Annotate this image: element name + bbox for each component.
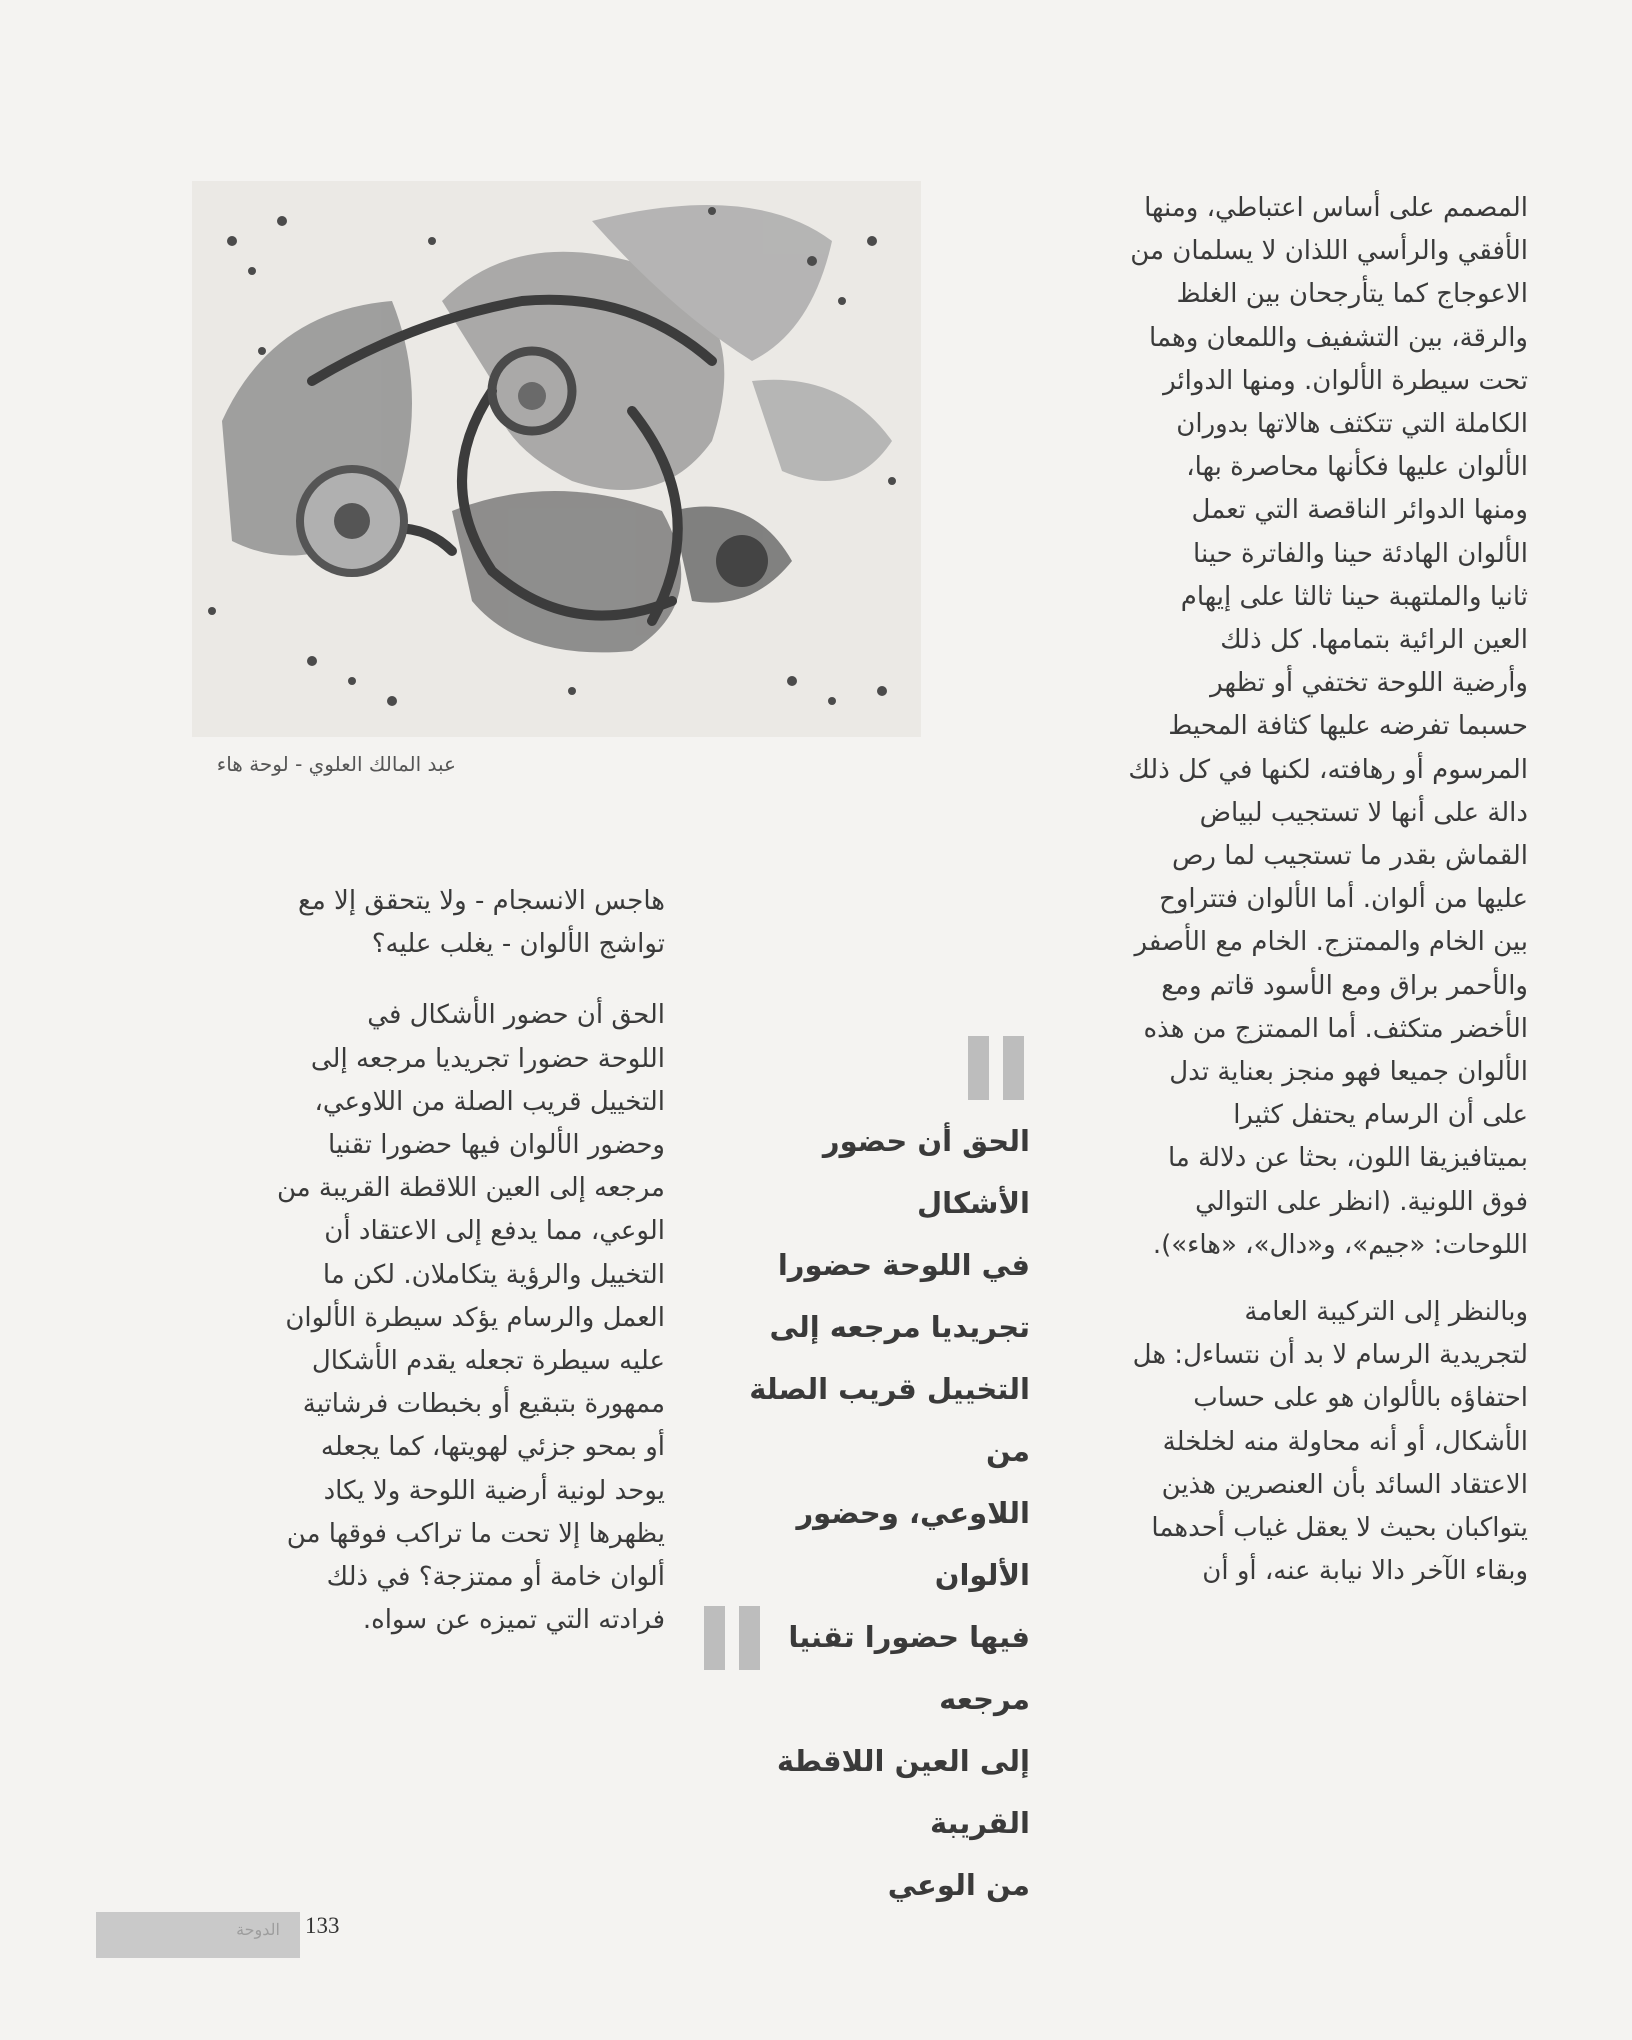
- right-column-p1-line: بميتافيزيقا اللون، بحثا عن دلالة ما: [1167, 1143, 1528, 1174]
- pull-quote-line: إلى العين اللاقطة القريبة: [776, 1744, 1030, 1840]
- left-column-p2-line: يوحد لونية أرضية اللوحة ولا يكاد: [323, 1475, 665, 1506]
- left-column-p2-line: عليه سيطرة تجعله يقدم الأشكال: [311, 1346, 665, 1377]
- right-column-p1-line: ومنها الدوائر الناقصة التي تعمل: [1191, 495, 1528, 526]
- right-paragraph-2: [1050, 1291, 1528, 1593]
- right-column-p1-line: والرقة، بين التشفيف واللمعان وهما: [1149, 322, 1528, 353]
- right-column-p1-line: المصمم على أساس اعتباطي، ومنها: [1144, 193, 1528, 223]
- left-paragraph-2: [195, 994, 665, 1642]
- right-paragraph-1: [1050, 187, 1528, 1267]
- right-column-p1-line: الأخضر متكثف. أما الممتزج من هذه: [1143, 1013, 1528, 1044]
- right-column-p1-line: الألوان الهادئة حينا والفاترة حينا: [1193, 538, 1528, 569]
- right-column-p1-line: على أن الرسام يحتفل كثيرا: [1233, 1100, 1528, 1131]
- left-text-column: [195, 880, 665, 1642]
- right-column-p1-line: ثانيا والملتهبة حينا ثالثا على إيهام: [1180, 581, 1528, 612]
- right-column-p2-line: وبقاء الآخر دالا نيابة عنه، أو أن: [1202, 1556, 1528, 1587]
- left-column-p2-line: العمل والرسام يؤكد سيطرة الألوان: [285, 1302, 665, 1333]
- left-column-p1-line: تواشج الألوان - يغلب عليه؟: [371, 929, 665, 960]
- logo-text: الدوحة: [236, 1920, 280, 1939]
- right-column-p2-line: الاعتقاد السائد بأن العنصرين هذين: [1161, 1469, 1528, 1500]
- right-column-p1-line: بين الخام والممتزج. الخام مع الأصفر: [1134, 927, 1528, 958]
- page-number: 133: [305, 1913, 340, 1938]
- quote-mark-icon: [704, 1606, 760, 1670]
- left-column-p2-line: ممهورة بتبقيع أو بخبطات فرشاتية: [302, 1389, 665, 1420]
- left-column-p2-line: التخييل قريب الصلة من اللاوعي،: [314, 1086, 665, 1117]
- pull-quote-line: فيها حضورا تقنيا مرجعه: [788, 1620, 1030, 1716]
- right-column-p2-line: وبالنظر إلى التركيبة العامة: [1244, 1297, 1528, 1328]
- painting-svg: [192, 181, 921, 737]
- left-paragraph-1: [195, 880, 665, 966]
- left-column-p2-line: وحضور الألوان فيها حضورا تقنيا: [328, 1130, 665, 1161]
- quote-mark-icon: [968, 1036, 1024, 1100]
- pull-quote-line: تجريديا مرجعه إلى: [769, 1310, 1030, 1344]
- right-column-p1-line: تحت سيطرة الألوان. ومنها الدوائر: [1163, 365, 1528, 396]
- pull-quote-line: الحق أن حضور الأشكال: [822, 1124, 1030, 1220]
- abstract-painting-image: [192, 181, 921, 737]
- pull-quote-line: من الوعي: [887, 1868, 1030, 1902]
- pull-quote-line: التخييل قريب الصلة من: [749, 1372, 1030, 1468]
- left-column-p2-line: أو بمحو جزئي لهويتها، كما يجعله: [320, 1432, 665, 1463]
- right-column-p1-line: الأفقي والرأسي اللذان لا يسلمان من: [1130, 236, 1528, 267]
- left-column-p2-line: فرادته التي تميزه عن سواه.: [362, 1605, 665, 1636]
- right-column-p1-line: الاعوجاج كما يتأرجحان بين الغلظ: [1176, 279, 1528, 310]
- right-column-p1-line: الألوان جميعا فهو منجز بعناية تدل: [1169, 1057, 1528, 1088]
- right-column-p2-line: الأشكال، أو أنه محاولة منه لخلخلة: [1162, 1426, 1528, 1457]
- left-column-p2-line: يظهرها إلا تحت ما تراكب فوقها من: [286, 1518, 665, 1549]
- left-column-p2-line: مرجعه إلى العين اللاقطة القريبة من: [276, 1173, 665, 1204]
- left-column-p2-line: الوعي، مما يدفع إلى الاعتقاد أن: [324, 1216, 665, 1247]
- left-column-p2-line: اللوحة حضورا تجريديا مرجعه إلى: [310, 1043, 665, 1074]
- left-column-p1-line: هاجس الانسجام - ولا يتحقق إلا مع: [297, 886, 665, 916]
- right-column-p1-line: والأحمر براق ومع الأسود قاتم ومع: [1161, 970, 1528, 1001]
- right-column-p2-line: يتواكبان بحيث لا يعقل غياب أحدهما: [1151, 1513, 1528, 1544]
- right-column-p1-line: حسبما تفرضه عليها كثافة المحيط: [1168, 711, 1528, 742]
- left-column-p2-line: التخييل والرؤية يتكاملان. لكن ما: [322, 1259, 665, 1290]
- right-column-p1-line: القماش بقدر ما تستجيب لما رص: [1171, 841, 1528, 872]
- right-column-p1-line: دالة على أنها لا تستجيب لبياض: [1199, 797, 1528, 828]
- right-column-p1-line: وأرضية اللوحة تختفي أو تظهر: [1210, 668, 1528, 699]
- right-column-p1-line: اللوحات: «جيم»، و«دال»، «هاء»).: [1152, 1229, 1528, 1260]
- right-column-p2-line: لتجريدية الرسام لا بد أن نتساءل: هل: [1132, 1340, 1528, 1371]
- figure-caption: عبد المالك العلوي - لوحة هاء: [216, 752, 456, 776]
- right-column-p2-line: احتفاؤه بالألوان هو على حساب: [1193, 1383, 1528, 1414]
- right-column-p1-line: العين الرائية بتمامها. كل ذلك: [1220, 625, 1528, 656]
- pull-quote: [700, 1110, 1030, 1916]
- right-column-p1-line: الكاملة التي تتكثف هالاتها بدوران: [1176, 409, 1528, 440]
- magazine-logo-strip: [96, 1912, 300, 1958]
- pull-quote-line: في اللوحة حضورا: [777, 1248, 1030, 1282]
- left-column-p2-line: ألوان خامة أو ممتزجة؟ في ذلك: [326, 1562, 665, 1593]
- right-column-p1-line: المرسوم أو رهافته، لكنها في كل ذلك: [1128, 754, 1528, 785]
- right-column-p1-line: الألوان عليها فكأنها محاصرة بها،: [1186, 452, 1528, 483]
- pull-quote-line: اللاوعي، وحضور الألوان: [796, 1496, 1030, 1592]
- right-column-p1-line: فوق اللونية. (انظر على التوالي: [1195, 1186, 1528, 1217]
- right-column-p1-line: عليها من ألوان. أما الألوان فتتراوح: [1159, 884, 1528, 915]
- left-column-p2-line: الحق أن حضور الأشكال في: [367, 1000, 665, 1031]
- right-text-column: [1050, 187, 1528, 1594]
